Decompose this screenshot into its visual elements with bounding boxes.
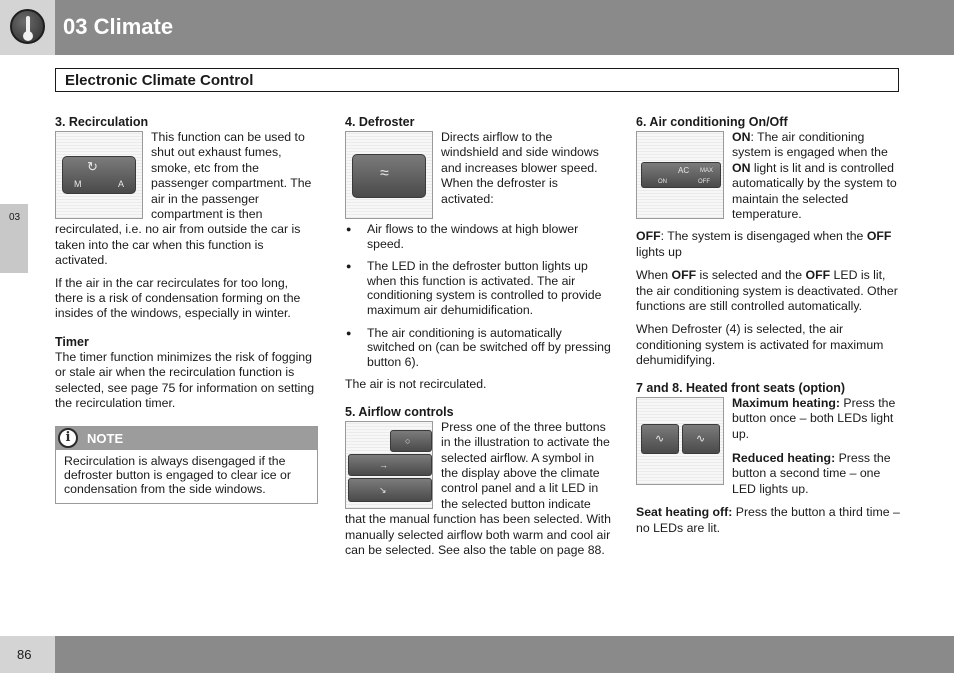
recirculation-heading: 3. Recirculation xyxy=(55,115,149,129)
manual-label: M xyxy=(74,179,82,189)
max-heating-label: Maximum heating: xyxy=(732,395,840,410)
defroster-text: Directs airflow to the windshield and side windows and increases blower speed. When the defroster is activated: xyxy=(441,130,599,206)
chapter-tab-label: 03 xyxy=(9,212,21,223)
section-title-box xyxy=(55,68,899,92)
timer-heading: Timer xyxy=(55,334,89,349)
defroster-bullet: ● Air flows to the windows at high blower speed. xyxy=(345,222,611,251)
defroster-bullet: ● The air conditioning is automatically switched on (can be switched off by pressing button 6). xyxy=(345,326,611,370)
ac-on-label: ON xyxy=(658,179,667,185)
off-label: OFF xyxy=(671,268,697,283)
column-3 xyxy=(636,114,901,543)
airflow-floor-button xyxy=(348,478,432,502)
seat-heat-icon: ∿ xyxy=(655,432,665,445)
off-label: OFF xyxy=(866,229,892,244)
seats-figure xyxy=(636,397,724,485)
seat-heating-off-text: Press the button a third time – no LEDs are lit. xyxy=(636,505,900,535)
on-label: ON xyxy=(732,130,751,144)
airflow-windshield-icon: ○ xyxy=(405,435,411,446)
ac-off-text: lights up xyxy=(636,244,682,259)
page-number: 86 xyxy=(17,647,32,662)
reduced-heating-text: Press the button a second time – one LED lights up. xyxy=(732,450,891,496)
max-heating-text: Press the button once – both LEDs light up. xyxy=(732,395,896,441)
ac-defrost-text: When Defroster (4) is selected, the air conditioning system is activated for maximum dehumidifying. xyxy=(636,322,884,368)
ac-heading: 6. Air conditioning On/Off xyxy=(636,115,788,129)
page-title: 03 Climate xyxy=(63,14,174,39)
chapter-tab[interactable] xyxy=(0,204,28,273)
footer-bar xyxy=(0,636,954,673)
header-bar xyxy=(0,0,954,55)
ac-figure xyxy=(636,131,724,219)
defroster-figure xyxy=(345,131,433,219)
auto-label: A xyxy=(118,179,125,189)
page-number-box xyxy=(0,636,55,673)
note-text: Recirculation is always disengaged if the defroster button is engaged to clear ice or condensation from the side windows. xyxy=(64,453,291,496)
on-label: ON xyxy=(732,160,751,175)
car-recirculation-icon: ↻ xyxy=(87,159,98,174)
ac-on-text: : The air conditioning system is engaged when the xyxy=(732,130,888,160)
seats-off-paragraph xyxy=(636,505,901,536)
note-box xyxy=(55,426,318,504)
defroster-button-panel xyxy=(352,154,426,198)
ac-when-text: is selected and the xyxy=(696,268,806,283)
seats-heading: 7 and 8. Heated front seats (option) xyxy=(636,380,846,395)
airflow-face-button xyxy=(348,454,432,476)
airflow-defrost-button xyxy=(390,430,432,452)
airflow-heading: 5. Airflow controls xyxy=(345,404,454,419)
timer-text: The timer function minimizes the risk of fogging or stale air when the recirculation function is selected, see page 75 for information on setting the recirculation timer. xyxy=(55,349,315,411)
header-icon-box xyxy=(0,0,55,55)
ac-on-text: light is lit and is controlled automatically by the system to maintain the selected temperature. xyxy=(732,160,897,222)
defroster-heading: 4. Defroster xyxy=(345,115,415,129)
max-label: MAX xyxy=(700,168,714,174)
seat-heating-off-label: Seat heating off: xyxy=(636,505,733,520)
note-header xyxy=(56,427,317,450)
recirculation-warning-text: If the air in the car recirculates for too long, there is a risk of condensation forming on the insides of the windows, especially in winter. xyxy=(55,275,301,321)
right-seat-heat-button xyxy=(682,424,720,454)
defroster-bullet-list xyxy=(345,222,611,369)
airflow-text: Press one of the three buttons in the illustration to activate the selected airflow. A symbol in the display above the climate control panel and a lit LED in the selected button indicate that the manual function has been selected. With manually selected airflow both warm and cool air can be selected. See also the table on page 88. xyxy=(345,419,611,557)
ac-when-text: When xyxy=(636,268,672,283)
ac-off-text: : The system is disengaged when the xyxy=(660,229,867,244)
off-label: OFF xyxy=(636,229,661,244)
recirculation-text: This function can be used to shut out exhaust fumes, smoke, etc from the passenger compartment. The air in the passenger compartment is then recirculated, i.e. no air from outside the car is taken into the car when this function is activated. xyxy=(55,130,312,268)
seat-heat-icon: ∿ xyxy=(696,432,706,445)
airflow-figure xyxy=(345,421,433,509)
airflow-face-icon: → xyxy=(379,459,388,470)
ac-when-text: LED is lit, the air conditioning system is deactivated. Other functions are still controlled automatically. xyxy=(636,268,898,314)
defroster-after-text: The air is not recirculated. xyxy=(345,377,487,392)
ac-off-label: OFF xyxy=(698,179,710,185)
info-icon: i xyxy=(58,428,78,448)
ac-button-panel xyxy=(641,162,721,188)
ac-when-off-paragraph xyxy=(636,268,901,314)
ac-off-paragraph xyxy=(636,229,901,260)
ac-label: AC xyxy=(678,166,690,175)
reduced-heating-label: Reduced heating: xyxy=(732,450,836,465)
column-1 xyxy=(55,114,319,504)
column-2 xyxy=(345,114,611,565)
airflow-floor-icon: ↘ xyxy=(379,484,387,495)
thermometer-icon xyxy=(10,9,45,44)
recirculation-figure xyxy=(55,131,143,219)
section-title: Electronic Climate Control xyxy=(65,72,254,89)
defroster-bullet: ● The LED in the defroster button lights up when this function is activated. The air conditioning system is controlled to provide maximum air dehumidification. xyxy=(345,259,611,317)
off-label: OFF xyxy=(805,268,831,283)
windshield-defrost-icon: ≈ xyxy=(380,165,389,182)
note-label: NOTE xyxy=(87,430,124,446)
left-seat-heat-button xyxy=(641,424,679,454)
recirculation-button-panel xyxy=(62,156,136,194)
